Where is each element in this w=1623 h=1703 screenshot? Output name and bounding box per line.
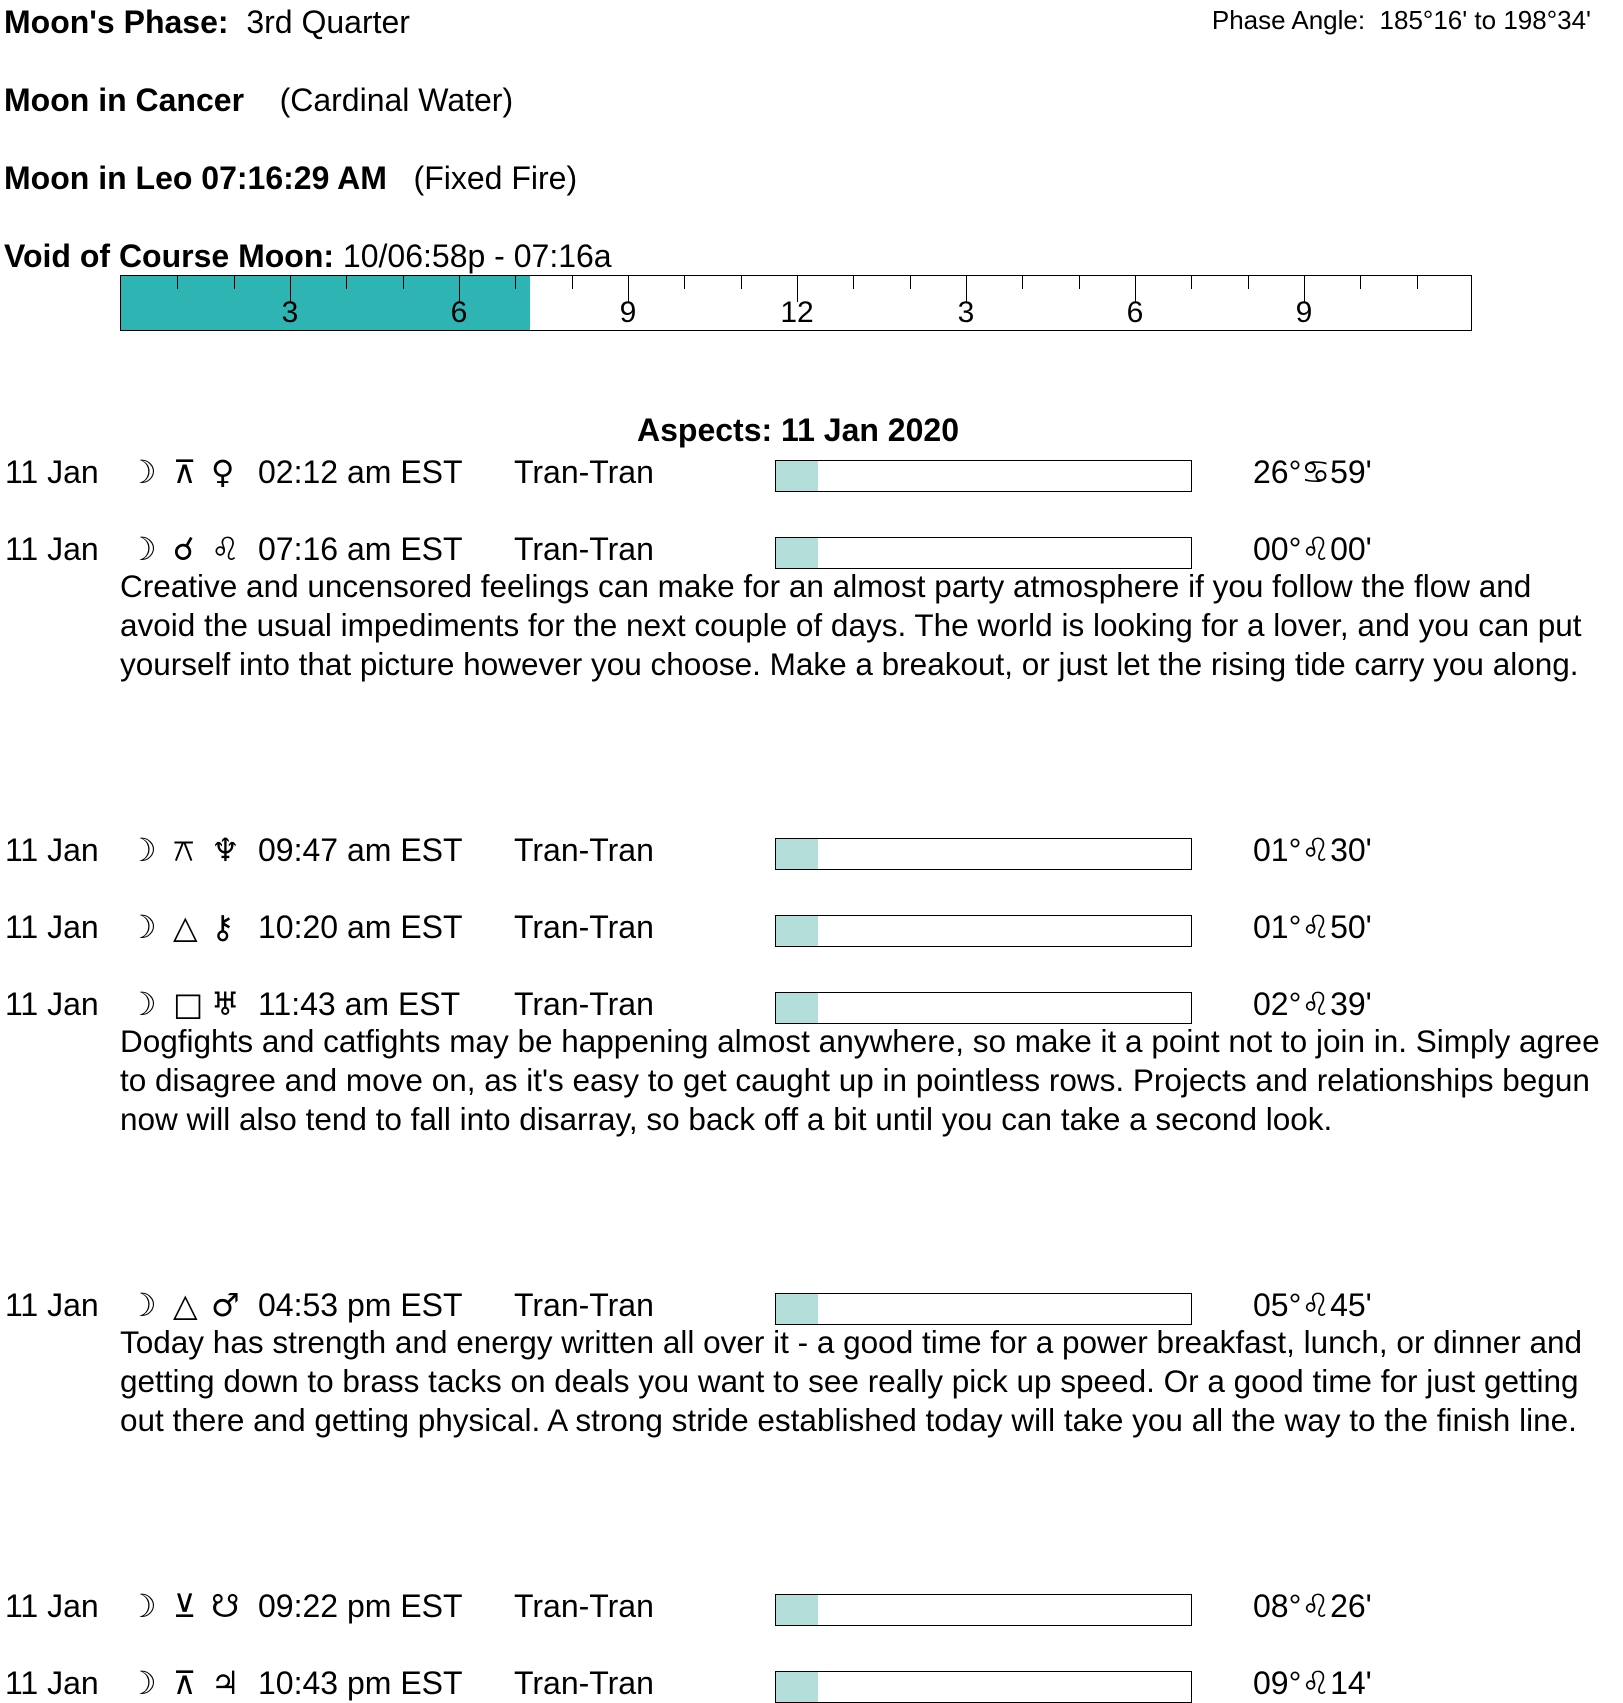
- zodiac-sign-icon: ♌: [1301, 1664, 1331, 1702]
- aspect-row: [0, 984, 1623, 1024]
- aspect-row: [0, 1586, 1623, 1626]
- aspect-position: [1253, 452, 1372, 492]
- aspect-time: 02:12 am EST: [258, 454, 463, 490]
- aspect-time: 10:20 am EST: [258, 909, 463, 945]
- voc-hour-label: 6: [450, 296, 468, 329]
- zodiac-sign-icon: ♌: [1301, 831, 1331, 869]
- aspect-date: 11 Jan: [5, 909, 99, 945]
- voc-hour-label: 12: [780, 296, 814, 329]
- aspect-row: [0, 1285, 1623, 1325]
- moon-sign-line: [4, 80, 513, 120]
- aspect-row: [0, 1663, 1623, 1703]
- voc-hour-tick: [403, 276, 404, 289]
- voc-value: 10/06:58p - 07:16a: [342, 238, 612, 274]
- zodiac-sign-icon: ♌: [1301, 908, 1331, 946]
- aspect-orb-fill: [776, 993, 818, 1023]
- aspect-date: 11 Jan: [5, 832, 99, 868]
- voc-hour-tick: [515, 276, 516, 289]
- voc-label: Void of Course Moon:: [4, 238, 335, 274]
- aspect-orb-fill: [776, 839, 818, 869]
- aspect-orb-bar: [775, 1293, 1192, 1325]
- voc-hour-tick: [910, 276, 911, 289]
- aspect-planet1-icon: ☽: [128, 530, 157, 568]
- aspect-position-min: 00': [1330, 531, 1372, 567]
- aspect-position-min: 30': [1330, 832, 1372, 868]
- aspect-type-icon: ⚻: [173, 831, 195, 869]
- aspect-type-icon: ⊻: [173, 1587, 197, 1625]
- voc-timeline-fill: [121, 276, 530, 330]
- aspect-orb-bar: [775, 992, 1192, 1024]
- aspect-transit-type: Tran-Tran: [514, 1287, 654, 1323]
- aspect-position: [1253, 1285, 1372, 1325]
- voc-hour-label: 3: [281, 296, 299, 329]
- aspect-planet2-icon: ♅: [211, 985, 240, 1023]
- aspect-position: [1253, 907, 1372, 947]
- voc-hour-tick: [1191, 276, 1192, 289]
- aspect-position-min: 26': [1330, 1588, 1372, 1624]
- aspect-position-min: 50': [1330, 909, 1372, 945]
- aspect-planet1-icon: ☽: [128, 1286, 157, 1324]
- voc-hour-label: 9: [1295, 296, 1313, 329]
- moon-ingress-quality: (Fixed Fire): [413, 160, 578, 196]
- voc-hour-label: 9: [619, 296, 637, 329]
- zodiac-sign-icon: ♋: [1301, 453, 1331, 491]
- aspect-position: [1253, 1663, 1372, 1703]
- aspect-planet1-icon: ☽: [128, 453, 157, 491]
- aspect-transit-type: Tran-Tran: [514, 1588, 654, 1624]
- voc-hour-tick: [346, 276, 347, 289]
- aspect-planet1-icon: ☽: [128, 1587, 157, 1625]
- aspect-interpretation: Dogfights and catfights may be happening almost anywhere, so make it a point not to join in. Simply agree to disagree and move on, as it's easy to get caught up in pointless rows. Projects and relationships begun now will also tend to fall into disarray, so back off a bit until you can take a second look.: [120, 1023, 1600, 1137]
- aspect-time: 10:43 pm EST: [258, 1665, 463, 1701]
- aspect-position-min: 59': [1330, 454, 1372, 490]
- aspect-row: [0, 907, 1623, 947]
- aspect-planet2-icon: ♃: [211, 1664, 240, 1702]
- voc-hour-tick: [853, 276, 854, 289]
- aspect-planet1-icon: ☽: [128, 831, 157, 869]
- voc-hour-tick: [234, 276, 235, 289]
- voc-timeline-bar: [120, 275, 1472, 331]
- aspect-transit-type: Tran-Tran: [514, 531, 654, 567]
- aspect-type-icon: △: [173, 1286, 198, 1324]
- aspect-position-deg: 09°: [1253, 1665, 1302, 1701]
- voc-hour-label: 3: [957, 296, 975, 329]
- aspect-interpretation: Today has strength and energy written all over it - a good time for a power breakfast, lunch, or dinner and getting down to brass tacks on deals you want to see really pick up speed. Or a good time for just getting out there and getting physical. A strong stride established today will take you all the way to the finish line.: [120, 1324, 1583, 1438]
- phase-angle-line: [1212, 4, 1591, 36]
- aspect-planet2-icon: ♌: [211, 530, 240, 568]
- aspect-position-deg: 26°: [1253, 454, 1302, 490]
- aspect-time: 07:16 am EST: [258, 531, 463, 567]
- aspect-date: 11 Jan: [5, 1287, 99, 1323]
- aspect-position-deg: 05°: [1253, 1287, 1302, 1323]
- voc-hour-tick: [741, 276, 742, 289]
- aspect-type-icon: △: [173, 908, 198, 946]
- aspect-time: 09:22 pm EST: [258, 1588, 463, 1624]
- aspect-orb-fill: [776, 1595, 818, 1625]
- aspect-orb-bar: [775, 1671, 1192, 1703]
- aspect-position-deg: 01°: [1253, 832, 1302, 868]
- aspect-planet2-icon: ♀: [211, 453, 235, 491]
- aspect-transit-type: Tran-Tran: [514, 454, 654, 490]
- aspect-orb-bar: [775, 1594, 1192, 1626]
- aspect-position-min: 39': [1330, 986, 1372, 1022]
- aspect-time: 04:53 pm EST: [258, 1287, 463, 1323]
- zodiac-sign-icon: ♌: [1301, 530, 1331, 568]
- aspect-type-icon: ⊼: [173, 1664, 197, 1702]
- aspect-transit-type: Tran-Tran: [514, 909, 654, 945]
- voc-hour-tick: [1360, 276, 1361, 289]
- aspect-planet2-icon: ☋: [211, 1587, 240, 1625]
- aspect-date: 11 Jan: [5, 531, 99, 567]
- phase-angle-value: 185°16' to 198°34': [1379, 5, 1591, 35]
- aspect-transit-type: Tran-Tran: [514, 832, 654, 868]
- aspect-interpretation: Creative and uncensored feelings can make for an almost party atmosphere if you follow the flow and avoid the usual impediments for the next couple of days. The world is looking for a lover, and you can put yourself into that picture however you choose. Make a breakout, or just let the rising tide carry you along.: [120, 568, 1582, 682]
- aspect-position-deg: 01°: [1253, 909, 1302, 945]
- aspect-position: [1253, 984, 1372, 1024]
- aspect-row: [0, 830, 1623, 870]
- aspect-orb-bar: [775, 460, 1192, 492]
- voc-hour-tick: [572, 276, 573, 289]
- aspect-position-deg: 02°: [1253, 986, 1302, 1022]
- moon-ingress-label: Moon in Leo 07:16:29 AM: [4, 160, 387, 196]
- aspect-date: 11 Jan: [5, 454, 99, 490]
- aspect-date: 11 Jan: [5, 1588, 99, 1624]
- aspect-type-icon: □: [173, 985, 204, 1023]
- moon-phase-value: 3rd Quarter: [246, 4, 410, 40]
- voc-line: [4, 236, 612, 276]
- aspect-position-deg: 08°: [1253, 1588, 1302, 1624]
- aspect-orb-fill: [776, 1672, 818, 1702]
- voc-hour-tick: [1248, 276, 1249, 289]
- aspect-orb-bar: [775, 537, 1192, 569]
- aspect-transit-type: Tran-Tran: [514, 1665, 654, 1701]
- voc-hour-tick: [177, 276, 178, 289]
- moon-ingress-line: [4, 158, 577, 198]
- aspect-orb-fill: [776, 1294, 818, 1324]
- aspect-planet2-icon: ♆: [211, 831, 240, 869]
- aspect-type-icon: ⊼: [173, 453, 197, 491]
- aspect-date: 11 Jan: [5, 1665, 99, 1701]
- aspect-type-icon: ☌: [173, 530, 195, 568]
- voc-hour-tick: [1079, 276, 1080, 289]
- aspect-planet1-icon: ☽: [128, 908, 157, 946]
- phase-angle-label: Phase Angle:: [1211, 5, 1366, 35]
- aspect-transit-type: Tran-Tran: [514, 986, 654, 1022]
- aspect-time: 11:43 am EST: [258, 986, 461, 1022]
- voc-hour-tick: [1022, 276, 1023, 289]
- voc-hour-tick: [1417, 276, 1418, 289]
- aspect-orb-fill: [776, 538, 818, 568]
- aspect-orb-bar: [775, 915, 1192, 947]
- aspect-orb-bar: [775, 838, 1192, 870]
- aspect-position: [1253, 830, 1372, 870]
- voc-hour-label: 6: [1126, 296, 1144, 329]
- aspect-position-min: 14': [1330, 1665, 1372, 1701]
- aspect-orb-fill: [776, 916, 818, 946]
- aspect-position-deg: 00°: [1253, 531, 1302, 567]
- voc-hour-tick: [684, 276, 685, 289]
- zodiac-sign-icon: ♌: [1301, 985, 1331, 1023]
- aspect-planet1-icon: ☽: [128, 985, 157, 1023]
- moon-phase-label: Moon's Phase:: [4, 4, 229, 40]
- moon-sign-quality: (Cardinal Water): [279, 82, 514, 118]
- aspects-title: Aspects: 11 Jan 2020: [637, 412, 959, 448]
- aspect-row: [0, 529, 1623, 569]
- zodiac-sign-icon: ♌: [1301, 1587, 1331, 1625]
- aspect-planet2-icon: ♂: [211, 1286, 240, 1324]
- aspect-position: [1253, 1586, 1372, 1626]
- moon-phase-line: [4, 2, 410, 42]
- aspect-date: 11 Jan: [5, 986, 99, 1022]
- aspect-planet2-icon: ⚷: [211, 908, 235, 946]
- aspect-position: [1253, 529, 1372, 569]
- moon-sign-label: Moon in Cancer: [4, 82, 245, 118]
- aspect-orb-fill: [776, 461, 818, 491]
- aspect-position-min: 45': [1330, 1287, 1372, 1323]
- aspect-planet1-icon: ☽: [128, 1664, 157, 1702]
- aspect-row: [0, 452, 1623, 492]
- zodiac-sign-icon: ♌: [1301, 1286, 1331, 1324]
- aspect-time: 09:47 am EST: [258, 832, 463, 868]
